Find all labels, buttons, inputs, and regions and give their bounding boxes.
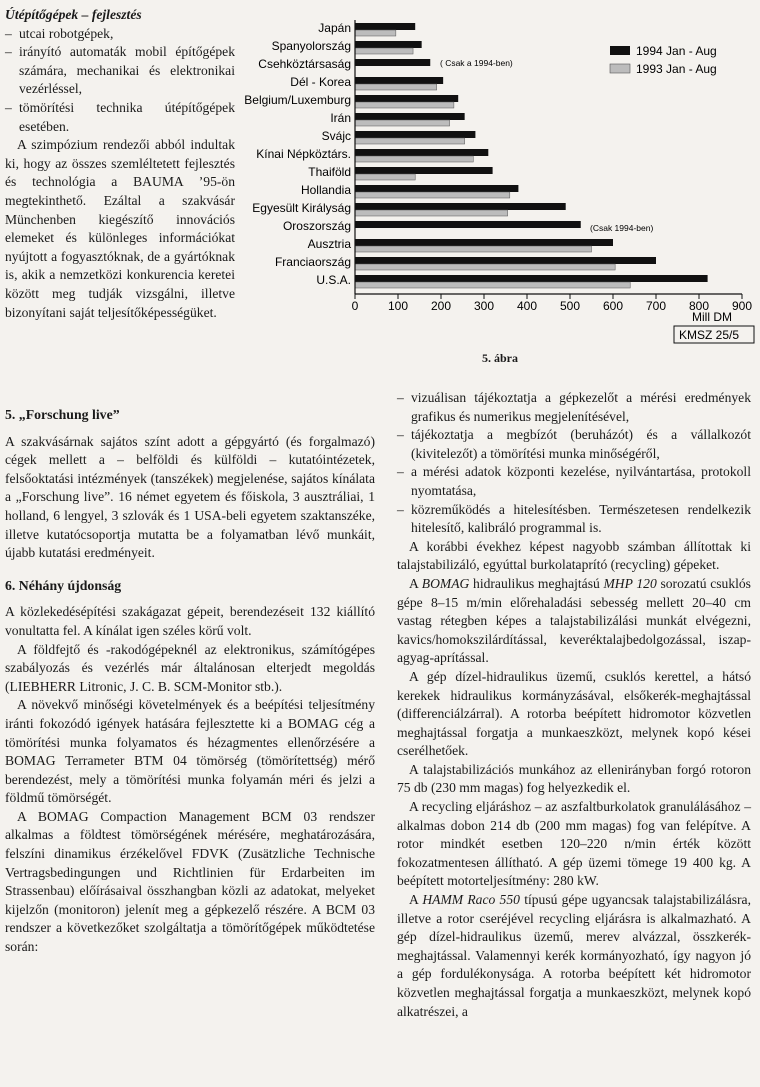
section-heading-news: 6. Néhány újdonság bbox=[5, 577, 122, 593]
category-label: Egyesült Királyság bbox=[252, 201, 351, 215]
paragraph: A szakvásárnak sajátos színt adott a gépgyártó (és forgalmazó) cégek mellett a – belföldi és külföldi – kutatóintézetek, felsőoktatási intézmények (tanszékek) megjelenése, sajátos kínálata a „Forschung live”. 16 német egyetem és főiskola, 3 ausztráliai, 1 holland, 6 lengyel, 3 szlovák és 1 USA-beli egyetem szaktanszéke, illetve kutatócsoportja mutatta be a folyamatban lévő munkáit, újabb kutatási eredményeit. bbox=[5, 433, 375, 561]
bar-1994 bbox=[355, 113, 465, 120]
paragraph: A BOMAG Compaction Management BCM 03 rendszer alkalmas a földtest tömörségének mérésére, meghatározására, felszíni dinamikus érzékelővel FDVK (Zusätzliche Technische Vertragsbedingungen und Richtlinien für Erdarbeiten im Strassenbau) előírásaival összhangban közli az adatokat, melyeket kijelzőn (monitoron) jelenít meg a gépkezelő részére. A BCM 03 rendszer a következőket szolgáltatja a tömörítőgépek működtetése során: bbox=[5, 808, 375, 955]
text: A bbox=[409, 892, 423, 908]
bar-1994 bbox=[355, 41, 422, 48]
bar-1993 bbox=[355, 156, 473, 162]
list-item: – közreműködés a hitelesítésben. Természetesen rendelkezik hitelesítő, kalibráló programmal is. bbox=[397, 501, 751, 538]
paragraph: A talajstabilizációs munkához az ellenirányban forgó rotoron 75 db (230 mm magas) fog helyezkedik el. bbox=[397, 761, 751, 796]
paragraph bbox=[397, 891, 751, 1021]
bar-1994 bbox=[355, 59, 430, 66]
bar-1994 bbox=[355, 77, 443, 84]
list-item: – tájékoztatja a megbízót (beruházót) és a vállalkozót (kivitelezőt) a tömörítési munka minőségéről, bbox=[397, 426, 751, 463]
category-label: Japán bbox=[318, 21, 351, 35]
category-label: Dél - Korea bbox=[290, 75, 351, 89]
bar-chart bbox=[242, 4, 758, 349]
note-1994-only-cz: ( Csak a 1994-ben) bbox=[440, 58, 513, 68]
category-label: Svájc bbox=[321, 129, 351, 143]
legend-swatch-1994 bbox=[610, 46, 630, 55]
bar-1993 bbox=[355, 120, 450, 126]
category-label: Kínai Népköztárs. bbox=[256, 147, 351, 161]
legend-label-1994: 1994 Jan - Aug bbox=[636, 44, 717, 58]
bar-1993 bbox=[355, 192, 510, 198]
x-tick-label: 600 bbox=[602, 299, 624, 313]
figure-caption: 5. ábra bbox=[482, 351, 518, 365]
bar-1993 bbox=[355, 264, 615, 270]
paragraph: A közlekedésépítési szakágazat gépeit, berendezéseit 132 kiállító vonultatta fel. A kínálat igen széles körű volt. bbox=[5, 604, 375, 638]
legend-swatch-1993 bbox=[610, 64, 630, 73]
bar-1994 bbox=[355, 221, 581, 228]
text: hidraulikus meghajtású bbox=[469, 575, 604, 591]
paragraph: A növekvő minőségi követelmények és a beépítési teljesítmény iránti fokozódó igények hatására fejlesztette ki a BOMAG cég a tömörítési munka folyamatos és hézagmentes ellenőrzésére a BOMAG Terrameter BTM 04 tömörség (tömörítettség) mérő berendezést, mely a tömörítési munka folyamán méri és jelzi a földmű tömörségét. bbox=[5, 697, 375, 806]
top-left-column bbox=[5, 6, 235, 322]
bar-1993 bbox=[355, 84, 437, 90]
category-label: Ausztria bbox=[307, 237, 351, 251]
paragraph: A recycling eljáráshoz – az aszfaltburkolatok granulálásához – alkalmas dobon 214 db (200 mm magas) fog van felépítve. A rotor mindkét esetben 120–220 n/min érték között fokozatmentesen állítható. A gép üzemi tömege 19 400 kg. A beépített motorteljesítmény: 280 kW. bbox=[397, 799, 751, 889]
x-tick-label: 200 bbox=[430, 299, 452, 313]
bar-1994 bbox=[355, 167, 493, 174]
category-label: Oroszország bbox=[282, 219, 351, 233]
x-tick-label: 0 bbox=[351, 299, 359, 313]
bar-1993 bbox=[355, 174, 415, 180]
left-column bbox=[5, 406, 375, 957]
category-label: Spanyolország bbox=[271, 39, 351, 53]
list-item: – utcai robotgépek, bbox=[5, 25, 235, 44]
bar-1993 bbox=[355, 30, 396, 36]
bar-1994 bbox=[355, 149, 488, 156]
x-tick-label: 900 bbox=[731, 299, 753, 313]
x-tick-label: 800 bbox=[688, 299, 710, 313]
model-name: MHP 120 bbox=[603, 575, 657, 591]
bar-1994 bbox=[355, 95, 458, 102]
paragraph: A korábbi évekhez képest nagyobb számban állítottak ki talajstabilizáló, egyúttal burkolataprító (recycling) gépeket. bbox=[397, 538, 751, 573]
code-label: KMSZ 25/5 bbox=[679, 328, 740, 342]
category-label: Thaiföld bbox=[308, 165, 351, 179]
bar-1993 bbox=[355, 210, 508, 216]
bar-1994 bbox=[355, 131, 475, 138]
bar-1994 bbox=[355, 203, 566, 210]
bar-1994 bbox=[355, 185, 518, 192]
bar-chart-figure bbox=[242, 4, 758, 368]
bar-1994 bbox=[355, 23, 415, 30]
category-label: Belgium/Luxemburg bbox=[244, 93, 351, 107]
category-label: Hollandia bbox=[300, 183, 351, 197]
x-tick-label: 500 bbox=[559, 299, 581, 313]
x-tick-label: 700 bbox=[645, 299, 667, 313]
category-label: Franciaország bbox=[274, 255, 351, 269]
paragraph: A földfejtő és -rakodógépeknél az elektronikus, számítógépes szabályozás és vezérlés már általánosan elterjedt megoldás (LIEBHERR Litronic, J. C. B. SCM-Monitor stb.). bbox=[5, 641, 375, 694]
x-tick-label: 100 bbox=[387, 299, 409, 313]
paragraph bbox=[397, 575, 751, 668]
section-heading-road-machines: Útépítőgépek – fejlesztés bbox=[5, 7, 142, 22]
legend-label-1993: 1993 Jan - Aug bbox=[636, 62, 717, 76]
list-item: – a mérési adatok központi kezelése, nyilvántartása, protokoll nyomtatása, bbox=[397, 463, 751, 500]
bar-1993 bbox=[355, 48, 413, 54]
text: típusú gépe ugyancsak talajstabilizálásra, illetve a rotor cseréjével recycling eljárásra is alkalmazható. A gép dízel-hidraulikus üzemű, merev alvázzal, összkerék-meghajtással. Valamennyi kerék kormányozható, így nagyon jó a gép fordulékonysága. A rotorba beépített két hidromotor közvetlen meghajtással forgatja a munkaeszközt, melynek kopó alkatrészei, a bbox=[397, 892, 751, 1019]
section-heading-forschung-live: 5. „Forschung live” bbox=[5, 407, 120, 422]
category-label: U.S.A. bbox=[316, 273, 351, 287]
bar-1994 bbox=[355, 275, 708, 282]
paragraph: A szimpózium rendezői abból indultak ki, hogy az összes szemléltetett fejlesztés és technológia a BAUMA ’95-ön megtekinthető. Ezáltal a szakvásár Münchenben kiegészítő innovációs elemeket és különleges információkat nyújtott a fogyasztóknak, de a gyártóknak is, akik a nemzetközi konkurencia keretei között meg tudják vizsgálni, illetve bizonyítani saját teljesítőképességüket. bbox=[5, 137, 235, 320]
x-tick-label: 400 bbox=[516, 299, 538, 313]
note-1994-only-at: (Csak 1994-ben) bbox=[590, 223, 654, 233]
category-label: Csehköztársaság bbox=[258, 57, 351, 71]
bar-1993 bbox=[355, 138, 465, 144]
text: sorozatú csuklós gépe 8–15 m/min előrehaladási sebesség mellett 20–40 cm vastag rétegben képes a talajstabilizálási munkát elvégezni, kavics/homokszilárdítással, keveréktalajbedolgozással, iszap-agyag-aprítással. bbox=[397, 575, 751, 666]
x-axis-unit-label: Mill DM bbox=[692, 310, 732, 324]
list-item: – tömörítési technika útépítőgépek esetében. bbox=[5, 99, 235, 136]
list-item: – vizuálisan tájékoztatja a gépkezelőt a mérési eredmények grafikus és numerikus megjelenítésével, bbox=[397, 389, 751, 426]
x-tick-label: 300 bbox=[473, 299, 495, 313]
bar-1993 bbox=[355, 282, 630, 288]
text: A bbox=[409, 575, 422, 591]
right-column bbox=[397, 389, 751, 1021]
brand-name: BOMAG bbox=[421, 575, 470, 591]
bar-1993 bbox=[355, 102, 454, 108]
list-item: – irányító automaták mobil építőgépek számára, mechanikai és elektronikai vezérléssel, bbox=[5, 43, 235, 99]
bar-1994 bbox=[355, 239, 613, 246]
paragraph: A gép dízel-hidraulikus üzemű, csuklós kerettel, a hátsó kerekek hidraulikus kormányzásával, elsőkerék-meghajtással (differenciálzárral). A rotorba beépített hidromotor közvetlen meghajtással forgatja a munkaeszközt, melynek kopó kései cserélhetőek. bbox=[397, 668, 751, 759]
bar-1994 bbox=[355, 257, 656, 264]
bar-1993 bbox=[355, 246, 592, 252]
model-name: HAMM Raco 550 bbox=[422, 892, 520, 908]
category-label: Irán bbox=[330, 111, 351, 125]
